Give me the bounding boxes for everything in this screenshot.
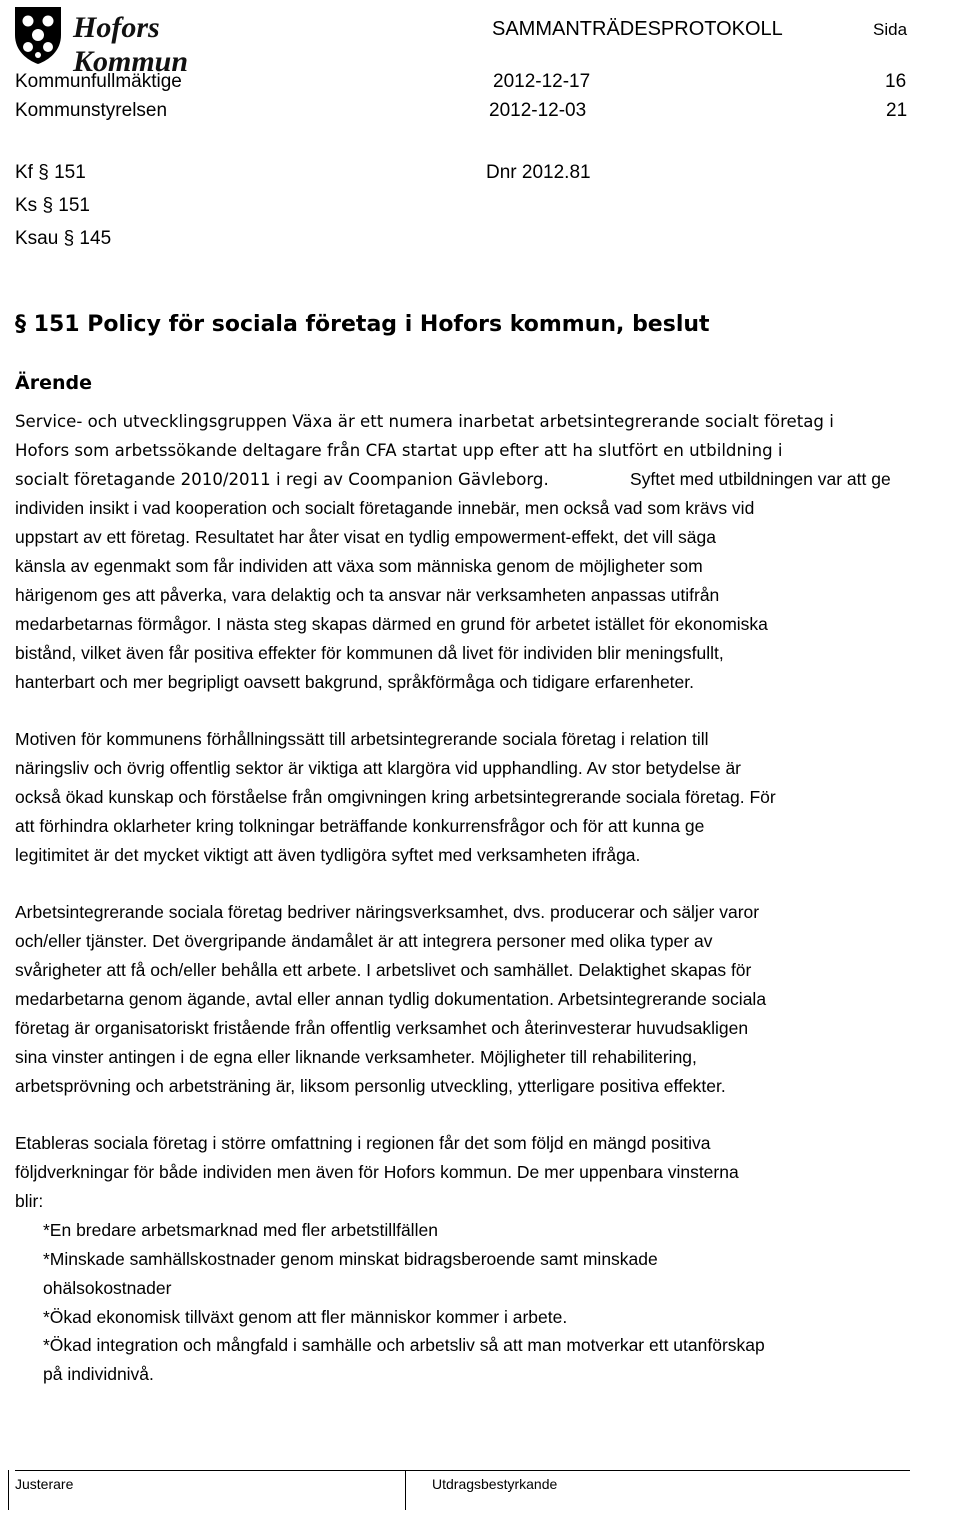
body-line: följdverkningar för både individen men även för Hofors kommun. De mer uppenbara vinsterna <box>15 1162 739 1182</box>
body-line: Etableras sociala företag i större omfattning i regionen får det som följd en mängd positiva <box>15 1133 711 1153</box>
footer-rule <box>15 1470 910 1471</box>
body-line: Service- och utvecklingsgruppen Växa är ett numera inarbetat arbetsintegrerande socialt företag i <box>15 412 834 431</box>
body-line: svårigheter att få och/eller behålla ett arbete. I arbetslivet och samhället. Delaktighet skapas för <box>15 960 752 980</box>
meeting-date-2: 2012-12-03 <box>489 100 587 121</box>
body-line: känsla av egenmakt som får individen att växa som människa genom de möjligheter som <box>15 556 703 576</box>
meeting-body-2: Kommunstyrelsen <box>15 100 168 121</box>
footer-utdragsbestyrkande: Utdragsbestyrkande <box>432 1476 558 1492</box>
body-line: Arbetsintegrerande sociala företag bedriver näringsverksamhet, dvs. producerar och säljer varor <box>15 902 760 922</box>
body-line: individen insikt i vad kooperation och socialt företagande innebär, men också vad som krävs vid <box>15 498 755 518</box>
body-line: sina vinster antingen i de egna eller liknande verksamheter. Möjligheter till rehabilitering, <box>15 1047 697 1067</box>
body-line: Syftet med utbildningen var att ge <box>630 469 891 489</box>
section-title: § 151 Policy för sociala företag i Hofors kommun, beslut <box>15 312 710 337</box>
ref-ksau: Ksau § 145 <box>15 228 112 249</box>
body-line: Motiven för kommunens förhållningssätt till arbetsintegrerande sociala företag i relation till <box>15 729 709 749</box>
list-item: *Ökad integration och mångfald i samhälle och arbetsliv så att man motverkar ett utanförskap <box>43 1335 765 1355</box>
list-item: *Ökad ekonomisk tillväxt genom att fler människor kommer i arbete. <box>43 1307 568 1327</box>
logo <box>13 5 263 78</box>
body-line: näringsliv och övrig offentlig sektor är viktiga att klargöra vid upphandling. Av stor betydelse är <box>15 758 742 778</box>
arende-heading: Ärende <box>15 372 92 394</box>
meeting-body-1: Kommunfullmäktige <box>15 71 182 92</box>
meeting-page-1: 16 <box>885 71 907 92</box>
page-label: Sida <box>873 20 908 39</box>
body-line: medarbetarnas förmågor. I nästa steg skapas därmed en grund för arbetet istället för ekonomiska <box>15 614 768 634</box>
footer-justerare: Justerare <box>15 1476 74 1492</box>
body-line: att förhindra oklarheter kring tolkningar beträffande konkurrensfrågor och för att kunna ge <box>15 816 705 836</box>
body-line: medarbetarna genom ägande, avtal eller annan tydlig dokumentation. Arbetsintegrerande sociala <box>15 989 767 1009</box>
list-item: ohälsokostnader <box>43 1278 172 1298</box>
list-item: på individnivå. <box>43 1364 154 1384</box>
body-line: uppstart av ett företag. Resultatet har åter visat en tydlig empowerment-effekt, det vill säga <box>15 527 717 547</box>
ref-dnr: Dnr 2012.81 <box>486 162 591 183</box>
protocol-title: SAMMANTRÄDESPROTOKOLL <box>492 18 783 40</box>
body-line: också ökad kunskap och förståelse från omgivningen kring arbetsintegrerande sociala företag. För <box>15 787 776 807</box>
body-line: legitimitet är det mycket viktigt att även tydligöra syftet med verksamheten ifråga. <box>15 845 641 865</box>
body-line: Hofors som arbetssökande deltagare från CFA startat upp efter att ha slutfört en utbildning i <box>15 441 783 460</box>
body-line: bistånd, vilket även får positiva effekter för kommunen då livet för individen blir meningsfullt, <box>15 643 724 663</box>
logo-text: Hofors Kommun <box>73 11 189 78</box>
body-line: arbetsprövning och arbetsträning är, liksom personlig utveckling, ytterligare positiva effekter. <box>15 1076 726 1096</box>
municipal-shield-icon <box>13 5 63 65</box>
meeting-date-1: 2012-12-17 <box>493 71 591 92</box>
body-line: härigenom ges att påverka, vara delaktig och ta ansvar när verksamheten anpassas utifrån <box>15 585 720 605</box>
ref-ks: Ks § 151 <box>15 195 90 216</box>
body-line: blir: <box>15 1191 44 1211</box>
footer-divider-mid <box>405 1470 406 1510</box>
body-line: socialt företagande 2010/2011 i regi av Coompanion Gävleborg. <box>15 470 549 489</box>
body-line: företag är organisatoriskt fristående från offentlig verksamhet och återinvesterar huvudsakligen <box>15 1018 749 1038</box>
footer-divider-left <box>8 1470 9 1510</box>
ref-kf: Kf § 151 <box>15 162 86 183</box>
body-line: hanterbart och mer begripligt oavsett bakgrund, språkförmåga och tidigare erfarenheter. <box>15 672 694 692</box>
body-line: och/eller tjänster. Det övergripande ändamålet är att integrera personer med olika typer av <box>15 931 713 951</box>
list-item: *En bredare arbetsmarknad med fler arbetstillfällen <box>43 1220 438 1240</box>
list-item: *Minskade samhällskostnader genom minskat bidragsberoende samt minskade <box>43 1249 658 1269</box>
meeting-page-2: 21 <box>886 100 908 121</box>
